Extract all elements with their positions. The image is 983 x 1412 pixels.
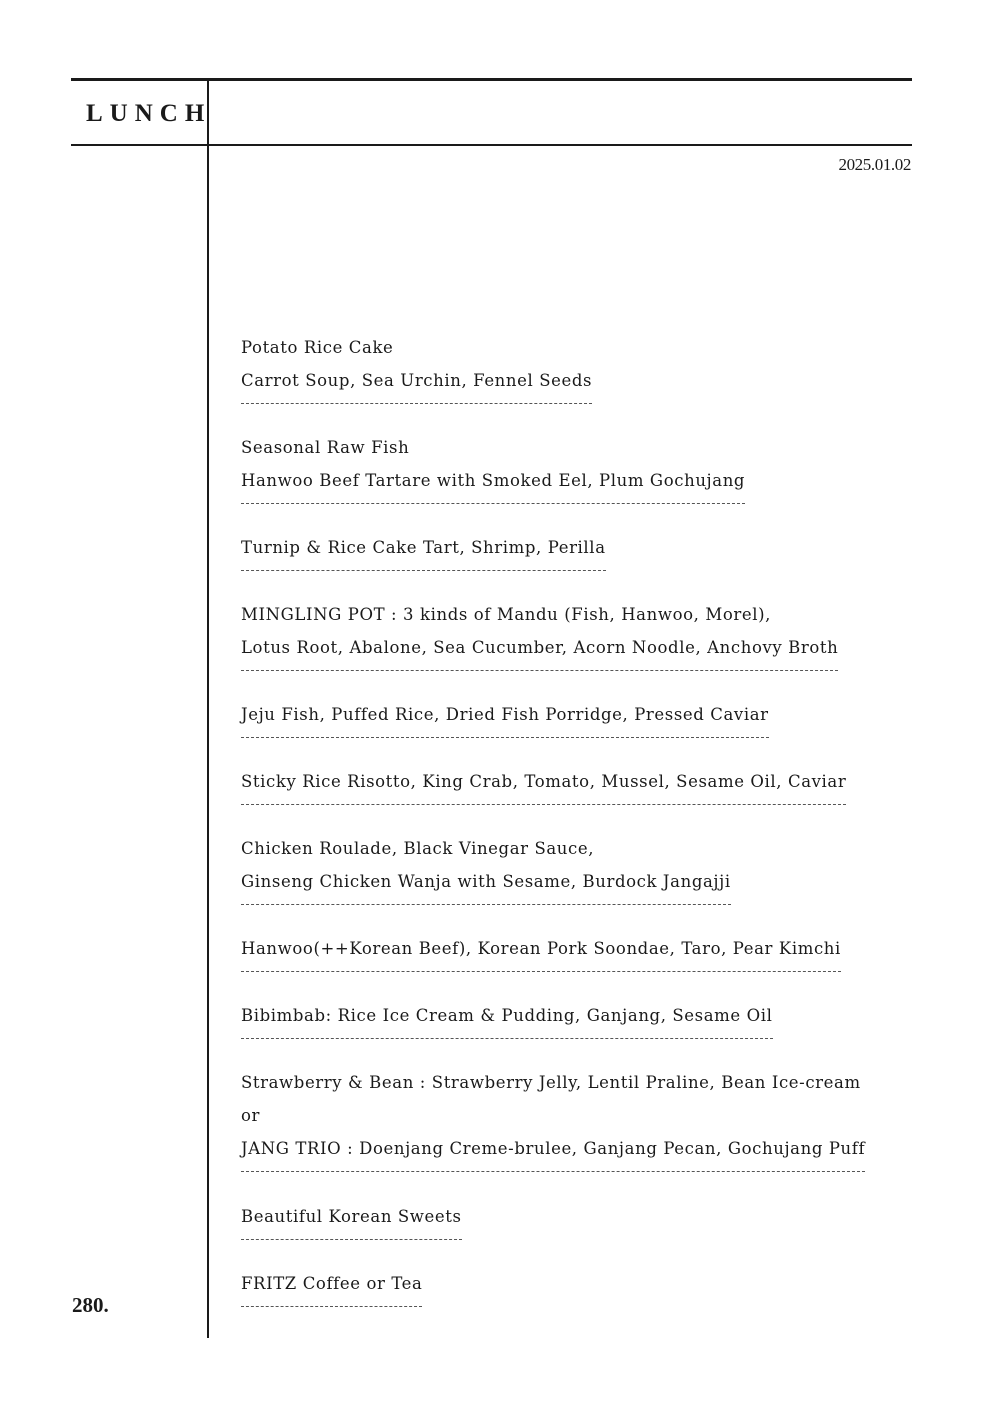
course-line: Potato Rice Cake: [241, 338, 394, 357]
course-item: [241, 932, 841, 965]
course-line: Sticky Rice Risotto, King Crab, Tomato, Mussel, Sesame Oil, Caviar: [241, 765, 846, 805]
course-item: [241, 832, 731, 898]
top-rule: [71, 78, 912, 81]
course-line: or: [241, 1106, 261, 1125]
course-line: Carrot Soup, Sea Urchin, Fennel Seeds: [241, 364, 592, 404]
course-item: [241, 765, 846, 798]
course-item: [241, 1200, 462, 1233]
course-line: Ginseng Chicken Wanja with Sesame, Burdock Jangajji: [241, 865, 731, 905]
course-line: Chicken Roulade, Black Vinegar Sauce,: [241, 839, 595, 858]
menu-date: 2025.01.02: [838, 155, 911, 174]
course-line: Hanwoo(++Korean Beef), Korean Pork Soondae, Taro, Pear Kimchi: [241, 932, 841, 972]
course-item: [241, 598, 838, 664]
vertical-rule: [207, 80, 209, 1338]
course-line: JANG TRIO : Doenjang Creme-brulee, Ganjang Pecan, Gochujang Puff: [241, 1132, 865, 1172]
course-line: Turnip & Rice Cake Tart, Shrimp, Perilla: [241, 531, 606, 571]
course-line: Bibimbab: Rice Ice Cream & Pudding, Ganjang, Sesame Oil: [241, 999, 773, 1039]
course-line: Hanwoo Beef Tartare with Smoked Eel, Plum Gochujang: [241, 464, 745, 504]
course-line: Lotus Root, Abalone, Sea Cucumber, Acorn Noodle, Anchovy Broth: [241, 631, 838, 671]
course-line: FRITZ Coffee or Tea: [241, 1267, 422, 1307]
menu-title: LUNCH: [86, 100, 212, 127]
menu-price: 280.: [72, 1293, 109, 1317]
course-line: MINGLING POT : 3 kinds of Mandu (Fish, Hanwoo, Morel),: [241, 605, 771, 624]
course-item: [241, 1267, 422, 1300]
course-item: [241, 1066, 865, 1165]
course-item: [241, 331, 592, 397]
course-item: [241, 431, 745, 497]
course-line: Beautiful Korean Sweets: [241, 1200, 462, 1240]
course-item: [241, 698, 769, 731]
course-line: Strawberry & Bean : Strawberry Jelly, Lentil Praline, Bean Ice-cream: [241, 1073, 861, 1092]
course-line: Jeju Fish, Puffed Rice, Dried Fish Porridge, Pressed Caviar: [241, 698, 769, 738]
header-bottom-rule: [71, 144, 912, 146]
course-item: [241, 531, 606, 564]
course-item: [241, 999, 773, 1032]
course-line: Seasonal Raw Fish: [241, 438, 410, 457]
